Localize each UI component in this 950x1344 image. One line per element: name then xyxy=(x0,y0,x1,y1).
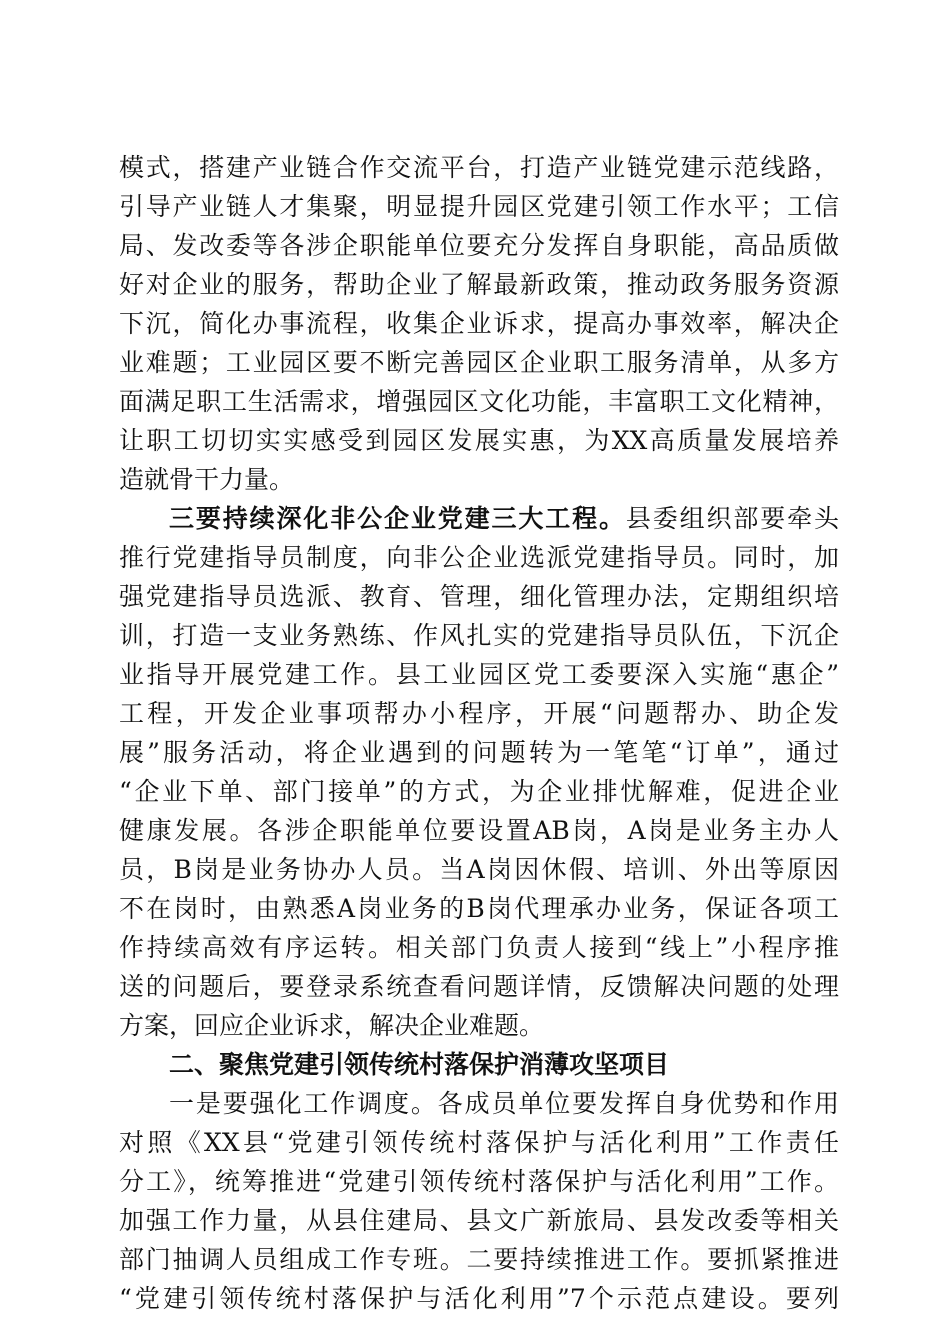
text-line: 对照《XX县“党建引领传统村落保护与活化利用”工作责任 xyxy=(119,1128,839,1157)
text-line: 模式，搭建产业链合作交流平台，打造产业链党建示范线路， xyxy=(119,153,839,182)
text-line: 不在岗时，由熟悉A岗业务的B岗代理承办业务，保证各项工 xyxy=(119,894,839,923)
paragraph-lead-rest: 县委组织部要牵头 xyxy=(625,504,839,533)
document-body xyxy=(119,148,839,1318)
text-line: 强党建指导员选派、教育、管理，细化管理办法，定期组织培 xyxy=(119,582,839,611)
paragraph-first-line xyxy=(119,499,839,538)
text-line: 业指导开展党建工作。县工业园区党工委要深入实施“惠企” xyxy=(119,660,839,689)
text-line: 面满足职工生活需求，增强园区文化功能，丰富职工文化精神， xyxy=(119,387,839,416)
text-line: “党建引领传统村落保护与活化利用”7个示范点建设。要列 xyxy=(119,1284,839,1313)
text-line: 分工》，统筹推进“党建引领传统村落保护与活化利用”工作。 xyxy=(119,1167,839,1196)
text-line: 引导产业链人才集聚，明显提升园区党建引领工作水平；工信 xyxy=(119,192,839,221)
text-line: 局、发改委等各涉企职能单位要充分发挥自身职能，高品质做 xyxy=(119,231,839,260)
text-line: 业难题；工业园区要不断完善园区企业职工服务清单，从多方 xyxy=(119,348,839,377)
text-line: 作持续高效有序运转。相关部门负责人接到“线上”小程序推 xyxy=(119,933,839,962)
section-heading: 二、聚焦党建引领传统村落保护消薄攻坚项目 xyxy=(169,1050,670,1079)
text-line: 送的问题后，要登录系统查看问题详情，反馈解决问题的处理 xyxy=(119,972,839,1001)
text-line: 造就骨干力量。 xyxy=(119,465,295,494)
text-line: 方案，回应企业诉求，解决企业难题。 xyxy=(119,1011,545,1040)
text-line: 让职工切切实实感受到园区发展实惠，为XX高质量发展培养 xyxy=(119,426,839,455)
text-line: 健康发展。各涉企职能单位要设置AB岗，A岗是业务主办人 xyxy=(119,816,839,845)
text-line: 下沉，简化办事流程，收集企业诉求，提高办事效率，解决企 xyxy=(119,309,839,338)
bold-lead-sentence: 三要持续深化非公企业党建三大工程。 xyxy=(169,504,626,533)
text-line: 展”服务活动，将企业遇到的问题转为一笔笔“订单”，通过 xyxy=(119,738,839,767)
text-line: 工程，开发企业事项帮办小程序，开展“问题帮办、助企发 xyxy=(119,699,839,728)
text-line: 加强工作力量，从县住建局、县文广新旅局、县发改委等相关 xyxy=(119,1206,839,1235)
text-line: 好对企业的服务，帮助企业了解最新政策，推动政务服务资源 xyxy=(119,270,839,299)
text-line: “企业下单、部门接单”的方式，为企业排忧解难，促进企业 xyxy=(119,777,839,806)
text-line: 员，B岗是业务协办人员。当A岗因休假、培训、外出等原因 xyxy=(119,855,839,884)
text-line: 训，打造一支业务熟练、作风扎实的党建指导员队伍，下沉企 xyxy=(119,621,839,650)
paragraph-first-line: 一是要强化工作调度。各成员单位要发挥自身优势和作用 xyxy=(169,1089,839,1118)
text-line: 推行党建指导员制度，向非公企业选派党建指导员。同时，加 xyxy=(119,543,839,572)
text-line: 部门抽调人员组成工作专班。二要持续推进工作。要抓紧推进 xyxy=(119,1245,839,1274)
